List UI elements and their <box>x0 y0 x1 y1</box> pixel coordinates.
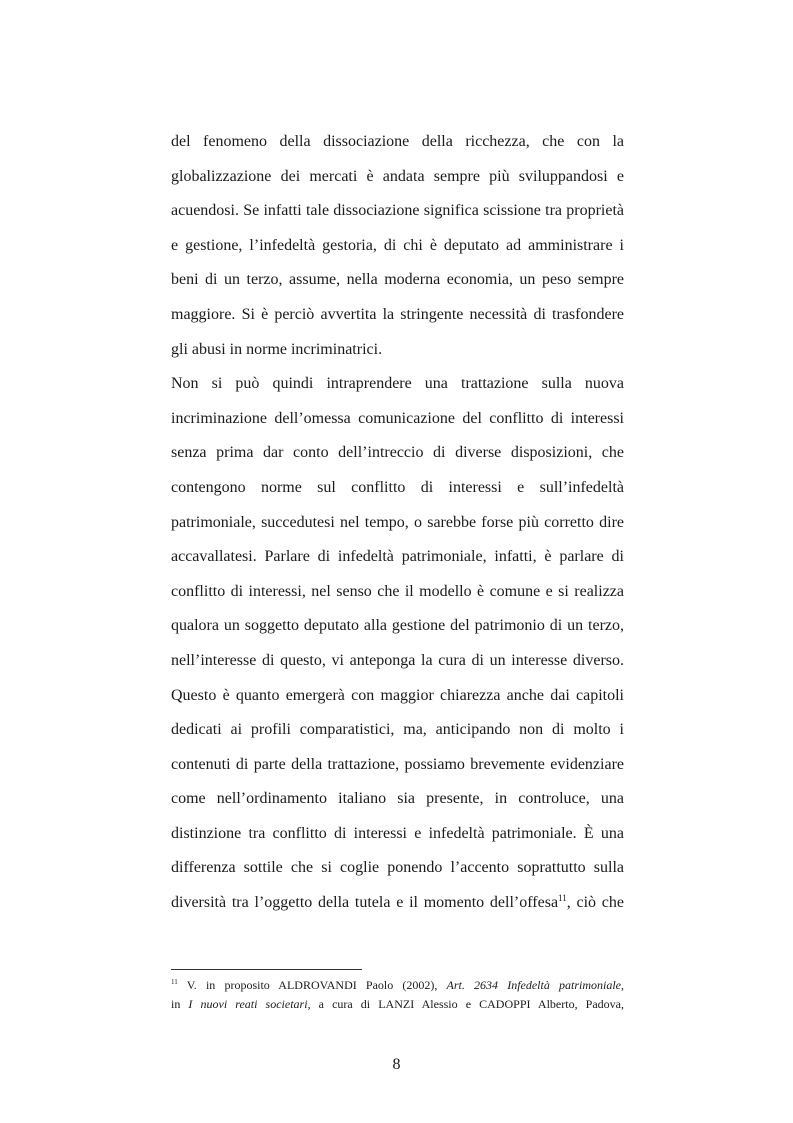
text-line: contengono norme sul conflitto di interessi e sull’infedeltà <box>171 478 624 496</box>
text-line: gli abusi in norme incriminatrici. <box>171 340 383 358</box>
footnote-text: , a cura di LANZI Alessio e CADOPPI Alberto, Padova, <box>307 997 624 1011</box>
text-line: maggiore. Si è perciò avvertita la stringente necessità di trasfondere <box>171 305 624 323</box>
footnote-11 <box>171 976 624 1014</box>
text-line: distinzione tra conflitto di interessi e infedeltà patrimoniale. È una <box>171 824 624 842</box>
text-line: qualora un soggetto deputato alla gestione del patrimonio di un terzo, <box>171 617 624 635</box>
footnote-reference[interactable]: 11 <box>558 893 567 904</box>
text-line: beni di un terzo, assume, nella moderna economia, un peso sempre <box>171 271 624 289</box>
footnote-separator <box>171 969 362 970</box>
footnote-text: in <box>171 997 189 1011</box>
text-line: conflitto di interessi, nel senso che il modello è comune e si realizza <box>171 582 624 600</box>
text-line: Non si può quindi intraprendere una trattazione sulla nuova <box>171 375 624 393</box>
footnote-text: , <box>621 978 625 992</box>
footnote-line <box>171 976 624 995</box>
footnote-line <box>171 995 624 1014</box>
text-line: senza prima dar conto dell’intreccio di diverse disposizioni, che <box>171 444 624 462</box>
text-line: differenza sottile che si coglie ponendo l’accento soprattutto sulla <box>171 859 624 877</box>
body-text <box>171 128 624 924</box>
text-line: contenuti di parte della trattazione, possiamo brevemente evidenziare <box>171 755 624 773</box>
text-segment: , ciò che <box>566 894 624 912</box>
text-segment: diversità tra l’oggetto della tutela e il momento dell’offesa <box>171 894 559 912</box>
text-line: globalizzazione dei mercati è andata sempre più sviluppandosi e <box>171 167 624 185</box>
text-line: del fenomeno della dissociazione della ricchezza, che con la <box>171 133 624 150</box>
text-line: accavallatesi. Parlare di infedeltà patrimoniale, infatti, è parlare di <box>171 548 624 566</box>
footnote-title: Art. 2634 Infedeltà patrimoniale <box>446 978 622 992</box>
text-line: patrimoniale, succedutesi nel tempo, o sarebbe forse più corretto dire <box>171 513 624 531</box>
footnote-title: I nuovi reati societari <box>188 997 308 1011</box>
text-line: e gestione, l’infedeltà gestoria, di chi è deputato ad amministrare i <box>171 236 624 254</box>
text-line-with-footnote-ref <box>171 889 624 924</box>
text-line: nell’interesse di questo, vi anteponga la cura di un interesse diverso. <box>171 651 624 669</box>
page-number: 8 <box>392 1056 401 1073</box>
text-line: acuendosi. Se infatti tale dissociazione significa scissione tra proprietà <box>171 202 624 220</box>
footnote-number: 11 <box>171 978 178 986</box>
text-line: come nell’ordinamento italiano sia presente, in controluce, una <box>171 790 624 808</box>
text-line: Questo è quanto emergerà con maggior chiarezza anche dai capitoli <box>171 686 624 704</box>
text-line: incriminazione dell’omessa comunicazione del conflitto di interessi <box>171 409 624 427</box>
footnote-text: V. in proposito ALDROVANDI Paolo (2002), <box>177 978 447 992</box>
text-line: dedicati ai profili comparatistici, ma, anticipando non di molto i <box>171 721 624 739</box>
